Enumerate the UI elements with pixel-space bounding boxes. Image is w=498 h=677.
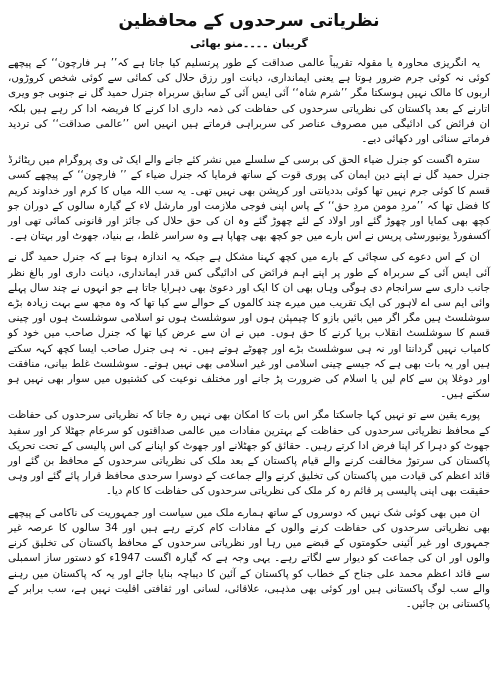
article-paragraph-2: سترہ اگست کو جنرل ضیاء الحق کی برسی کے سلسلے میں نشر کئے جانے والے ایک ٹی وی پروگرام میں ریٹائرڈ جنرل حمید گل نے اپنے دین ایمان کی پوری قوت کے ساتھ فرمایا کہ جنرل ضیاء کے ’’ فارچون‘‘ کے پیچھے کسی قسم کا کوئی جرم نہیں تھا کوئی بددیانتی اور کرپشن بھی نہیں تھی۔ یہ سب اللہ میاں کا کرم اور خداوند کریم کا فضل تھا کہ ’’مردِ مومن مردِ حق‘‘ کے پاس اپنی فوجی ملازمت اور مارشل لاء کے گیارہ سالوں کے دوران جو کچھ بھی کمایا اور چھوڑ گئے اور اولاد کے لئے چھوڑ گئے وہ ان کی حق حلال کی جائز اور قانونی کمائی تھی اور آکسفورڈ یونیورسٹی پریس نے اس بارے میں جو کچھ بھی چھاپا ہے وہ سراسر غلط، بے بنیاد، جھوٹ اور بہتان ہے۔ xyxy=(8,154,490,243)
article-paragraph-1: یہ انگریزی محاورہ یا مقولہ تقریباً عالمی صداقت کے طور پرتسلیم کیا جاتا ہے کہ’’ ہر فارچون‘‘ کے پیچھے کوئی نہ کوئی جرم ضرور ہوتا ہے یعنی ایمانداری، دیانت اور رزق حلال کی کمائی سے کوئی شخص کروڑوں، اربوں کا مالک نہیں ہوسکتا مگر ’’شرم شاہ‘‘ آئی ایس آئی کے سابق سربراہ جنرل حمید گل نے جنوبی جو ویری اتارنے کے بعد پاکستان کی نظریاتی سرحدوں کی حفاظت کی ذمہ داری ادا کرنے کا فریضہ ادا کر رہے ہیں بلکہ ان فرائض کی ادائیگی میں مصروف عناصر کی سربراہی فرماتے ہیں انہیں اس ’’عالمی صداقت‘‘ کی تردید فرماتے سنائی اور دکھائی دیے۔ xyxy=(8,57,490,146)
article-paragraph-5: ان میں بھی کوئی شک نہیں کہ دوسروں کے ساتھ ہمارے ملک میں سیاست اور جمہوریت کی ناکامی کے پیچھے بھی نظریاتی سرحدوں کی حفاظت کرنے والوں کے مفادات کام کرتے رہے ہیں اور 34 سالوں کا عرصہ غیر جمہوری اور غیر آئینی حکومتوں کے قبضے میں رہا اور نظریاتی سرحدوں کے محافظ پاکستان کی تخلیق کرنے والوں اور ان کی جماعت کو دیوار سے لگاتے رہے۔ یہی وجہ ہے کہ گیارہ اگست 1947ء کو دستور ساز اسمبلی سے قائد اعظم محمد علی جناح کے خطاب کو پاکستان کے آئین کا دیباچہ بنایا جائے اور یہ کہ پاکستان میں رہنے والے سب لوگ پاکستانی ہیں اور کوئی بھی مذہبی، علاقائی، لسانی اور ثقافتی اقلیت نہیں ہے، سب برابر کے پاکستانی بن جائیں۔ xyxy=(8,506,490,610)
article-byline: گریبان ۔۔۔۔منو بھائی xyxy=(190,37,308,50)
article-paragraph-3: ان کے اس دعوے کی سچائی کے بارے میں کچھ کہنا مشکل ہے جبکہ یہ اندازہ ہوتا ہے کہ جنرل حمید گل نے آئی ایس آئی کے سربراہ کے طور پر اپنے اہم فرائض کی ادائیگی کس قدر ایمانداری، دیانت داری اور بالغ نظر جانب داری سے سرانجام دی ہوگی وہاں بھی ان کا ایک اور دعویٰ بھی دہرایا جاتا ہے جو انہوں نے چند سال پہلے وائی ایم سی اے لاہور کی ایک تقریب میں میرے چند کالموں کے حوالے سے کیا تھا کہ وہ مجھ سے بہت زیادہ بڑے سوشلسٹ ہیں مگر اگر میں بائیں بازو کا چیمپئن ہوں اور سوشلسٹ ہوں تو اسلامی سوشلسٹ ہوں اور چینی قسم کا سوشلسٹ انقلاب برپا کرنے کا حق ہوں۔ میں نے ان سے عرض کیا تھا کہ جنرل صاحب میں خود کو کامیاب نہیں گردانتا اور نہ ہی سوشلسٹ بڑے اور چھوٹے ہوتے ہیں۔ نہ ہی جنرل صاحب ایسا کچھ کہہ سکتے ہیں اور یہ بات بھی ہے کہ جیسے چینی اسلامی اور غیر اسلامی بھی نہیں ہوتے۔ سوشلسٹ غلط بیانی، منافقت اور دوغلا پن سے کام لیں یا اسلام کی ضرورت پڑ جانے اور مختلف نوعیت کی کشتیوں میں سوار بھی نہیں ہو سکتے ہیں۔ xyxy=(8,251,490,401)
article-title: نظریاتی سرحدوں کے محافظین xyxy=(118,11,380,31)
article-paragraph-4: پورے یقین سے تو نہیں کہا جاسکتا مگر اس بات کا امکان بھی نہیں رہ جاتا کہ نظریاتی سرحدوں کی حفاظت کے محافظ نظریاتی سرحدوں کی حفاظت کے بہترین مفادات میں عالمی صداقتوں کو سرعام جھٹلا کر اور سفید جھوٹ کو دہرا کر اپنا فرض ادا کرتے رہیں۔ حقائق کو جھٹلانے اور جھوٹ کو اپنانے کی اس پالیسی کے تحت تحریک پاکستان کی سرتوڑ مخالفت کرنے والے قیام پاکستان کے بعد ملک کی نظریاتی سرحدوں کے محافظ بن گئے اور قائد اعظم کی قیادت میں پاکستان کی تخلیق کرنے والے جماعت کے دوسرا سرحدی محافظ قرار پائے گئے اور وہی حقیقت بھی اپنی پالیسی پر قائم رہ کر ملک کی نظریاتی سرحدوں کی حفاظت کا کام دیا۔ xyxy=(8,409,490,498)
